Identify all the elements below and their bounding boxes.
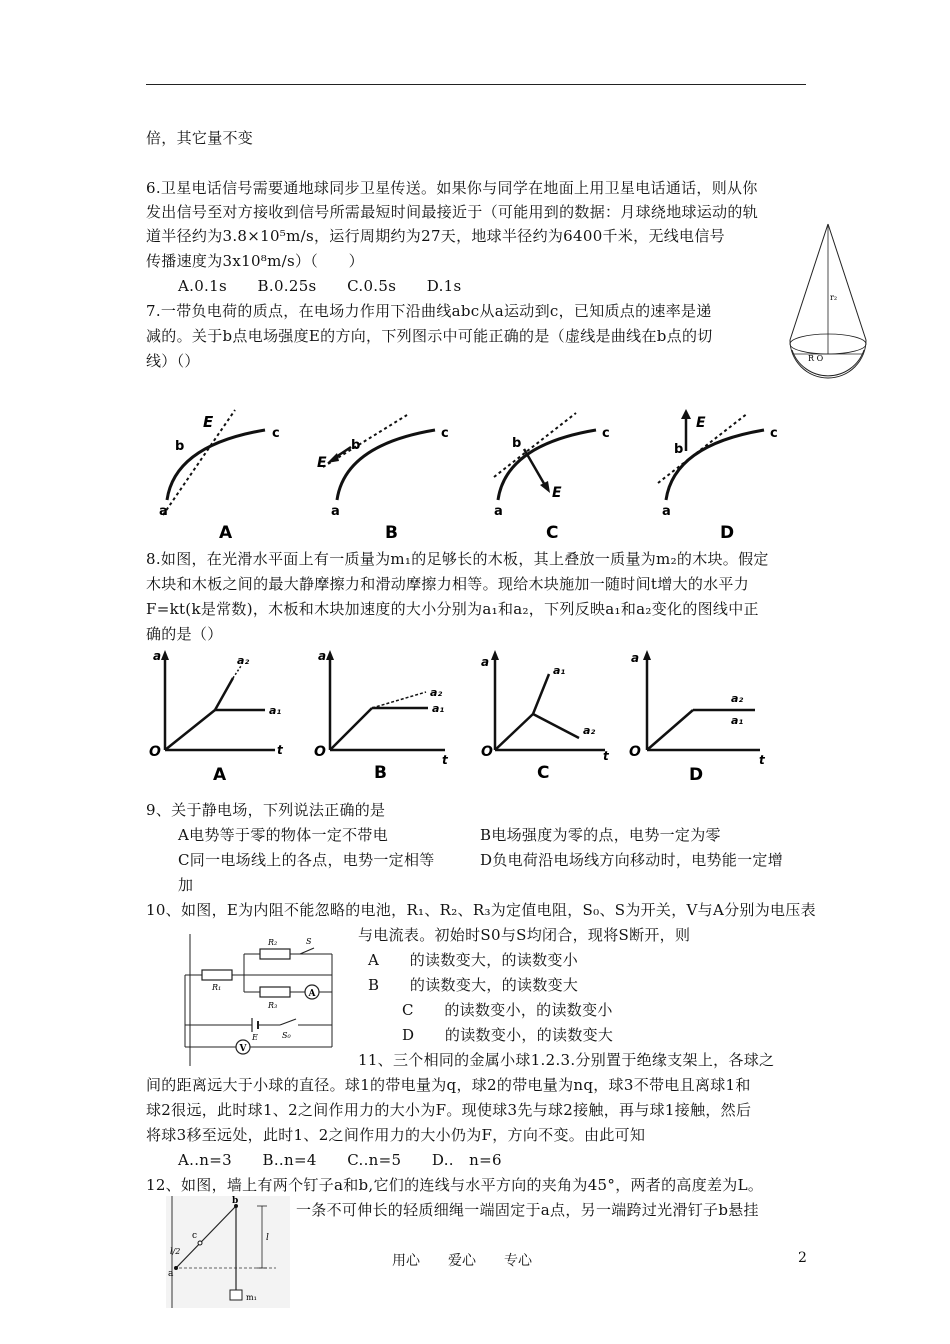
q7C-caption: C: [546, 523, 559, 543]
q12-nails-figure: [166, 1196, 290, 1308]
q7A-E: E: [203, 413, 214, 431]
q12-c: c: [192, 1231, 198, 1241]
q7A-b: b: [175, 439, 185, 454]
cone-ro-label: R O: [808, 354, 824, 363]
q7C-c: c: [602, 426, 610, 441]
question-9-option-C: C同一电场线上的各点，电势一定相等: [178, 851, 435, 869]
header-rule: [146, 84, 806, 85]
q8B-axis-a: a: [318, 649, 327, 663]
text-line: 倍，其它量不变: [146, 129, 254, 147]
ammeter-label: A: [308, 989, 316, 999]
q7B-b: b: [351, 438, 361, 453]
q7D-a: a: [662, 504, 671, 519]
q7B-caption: B: [385, 523, 398, 543]
question-7-line: 7.一带负电荷的质点，在电场力作用下沿曲线abc从a运动到c，已知质点的速率是递: [146, 302, 712, 320]
S0-label: S₀: [282, 1031, 291, 1040]
q8C-a2: a₂: [583, 724, 596, 737]
question-8-line: 确的是（）: [146, 625, 223, 643]
q8A-a2: a₂: [237, 654, 250, 667]
q7C-a: a: [494, 504, 503, 519]
q8B-axis-t: t: [442, 753, 448, 767]
q8D-caption: D: [689, 765, 704, 785]
question-11-line: 11、三个相同的金属小球1.2.3.分别置于绝缘支架上，各球之: [358, 1051, 775, 1069]
question-10-option-A: A 的读数变大，的读数变小: [368, 951, 579, 969]
q12-a: a: [168, 1269, 174, 1279]
question-10-option-C: C 的读数变小，的读数变小: [402, 1001, 613, 1019]
q8B-a2: a₂: [430, 686, 443, 699]
question-8-line: 8.如图，在光滑水平面上有一质量为m₁的足够长的木板，其上叠放一质量为m₂的木块。假定: [146, 550, 769, 568]
q7-diagram-D: [650, 405, 790, 545]
q7D-c: c: [770, 426, 778, 441]
q8C-caption: C: [537, 763, 550, 783]
q12-l: l: [266, 1233, 269, 1243]
E-label: E: [252, 1033, 258, 1042]
q7A-caption: A: [219, 523, 233, 543]
q8D-axis-a: a: [631, 651, 640, 665]
question-10-line: 与电流表。初始时S0与S均闭合，现将S断开，则: [358, 926, 691, 944]
question-6-line: 6.卫星电话信号需要通地球同步卫星传送。如果你与同学在地面上用卫星电话通话，则从你: [146, 179, 758, 197]
q8-graph-A: [145, 650, 295, 785]
R1-label: R₁: [212, 983, 222, 992]
question-8-line: F=kt(k是常数)，木板和木块加速度的大小分别为a₁和a₂，下列反映a₁和a₂变化的图线中正: [146, 600, 759, 618]
q8C-a1: a₁: [553, 664, 566, 677]
q8D-a2: a₂: [731, 692, 744, 705]
question-11-options: A..n=3 B..n=4 C..n=5 D.. n=6: [178, 1151, 502, 1169]
q7-diagram-B: [315, 405, 455, 545]
q7-diagram-C: [480, 405, 620, 545]
q7B-a: a: [331, 504, 340, 519]
q12-m1: m₁: [246, 1293, 257, 1302]
voltmeter-label: V: [239, 1044, 247, 1054]
question-10-line: 10、如图，E为内阻不能忽略的电池，R₁、R₂、R₃为定值电阻，S₀、S为开关，V与A分别为电压表: [146, 901, 816, 919]
question-6-options: A.0.1s B.0.25s C.0.5s D.1s: [178, 277, 462, 295]
question-9-option-B: B电场强度为零的点，电势一定为零: [480, 826, 721, 844]
q8B-origin: O: [314, 744, 326, 760]
q8D-a1: a₁: [731, 714, 744, 727]
question-6-line: 道半径约为3.8×10⁵m/s，运行周期约为27天，地球半径约为6400千米，无线电信号: [146, 227, 725, 245]
question-6-line: 发出信号至对方接收到信号所需最短时间最接近于（可能用到的数据：月球绕地球运动的轨: [146, 203, 759, 221]
q8-graph-C: [475, 650, 625, 785]
question-10-option-B: B 的读数变大，的读数变大: [368, 976, 579, 994]
q12-b: b: [232, 1196, 239, 1206]
question-12-line: 12、如图，墙上有两个钉子a和b,它们的连线与水平方向的夹角为45°，两者的高度差为L。: [146, 1176, 764, 1194]
q7D-caption: D: [720, 523, 735, 543]
q10-circuit-diagram: [180, 930, 360, 1070]
R2-label: R₂: [268, 938, 278, 947]
q8A-axis-a: a: [153, 649, 162, 663]
cone-r2-label: r₂: [830, 293, 838, 302]
question-7-line: 线）（）: [146, 352, 200, 370]
question-9-stem: 9、关于静电场，下列说法正确的是: [146, 801, 386, 819]
q8D-axis-t: t: [759, 753, 765, 767]
q7D-b: b: [674, 442, 684, 457]
footer-motto: 用心 爱心 专心: [392, 1253, 532, 1269]
R3-label: R₃: [268, 1001, 278, 1010]
q8C-axis-a: a: [481, 655, 490, 669]
question-12-line: 一条不可伸长的轻质细绳一端固定于a点，另一端跨过光滑钉子b悬挂: [296, 1201, 759, 1219]
q8B-caption: B: [374, 763, 387, 783]
q7C-E: E: [552, 485, 562, 501]
q7C-b: b: [512, 436, 522, 451]
question-11-line: 球2很远，此时球1、2之间作用力的大小为F。现使球3先与球2接触，再与球1接触，然后: [146, 1101, 752, 1119]
q7D-E: E: [696, 415, 706, 431]
question-11-line: 将球3移至远处，此时1、2之间作用力的大小仍为F，方向不变。由此可知: [146, 1126, 646, 1144]
q7A-c: c: [272, 426, 280, 441]
q7B-E: E: [317, 455, 327, 471]
q8A-caption: A: [213, 765, 227, 785]
q8A-a1: a₁: [269, 704, 282, 717]
q8A-axis-t: t: [277, 743, 283, 757]
q12-l-half: l/2: [170, 1247, 181, 1256]
q8C-origin: O: [481, 744, 493, 760]
question-7-line: 减的。关于b点电场强度E的方向，下列图示中可能正确的是（虚线是曲线在b点的切: [146, 327, 713, 345]
q7A-a: a: [159, 504, 168, 519]
question-9-option-D: D负电荷沿电场线方向移动时，电势能一定增: [480, 851, 784, 869]
q8B-a1: a₁: [432, 702, 445, 715]
question-10-option-D: D 的读数变小，的读数变大: [402, 1026, 614, 1044]
question-9-option-D-cont: 加: [178, 876, 194, 894]
q7-diagram-A: [155, 405, 295, 545]
q8-graph-B: [310, 650, 460, 785]
satellite-cone-figure: [788, 220, 868, 390]
question-9-option-A: A电势等于零的物体一定不带电: [178, 826, 389, 844]
question-6-line: 传播速度为3x10⁸m/s）（ ）: [146, 252, 364, 270]
q8D-origin: O: [629, 744, 641, 760]
question-8-line: 木块和木板之间的最大静摩擦力和滑动摩擦力相等。现给木块施加一随时间t增大的水平力: [146, 575, 750, 593]
q8-graph-D: [625, 650, 775, 785]
S-label: S: [306, 937, 312, 946]
q8C-axis-t: t: [603, 749, 609, 763]
q8A-origin: O: [149, 744, 161, 760]
page-number: 2: [798, 1250, 807, 1266]
q7B-c: c: [441, 426, 449, 441]
question-11-line: 间的距离远大于小球的直径。球1的带电量为q，球2的带电量为nq，球3不带电且离球1和: [146, 1076, 751, 1094]
